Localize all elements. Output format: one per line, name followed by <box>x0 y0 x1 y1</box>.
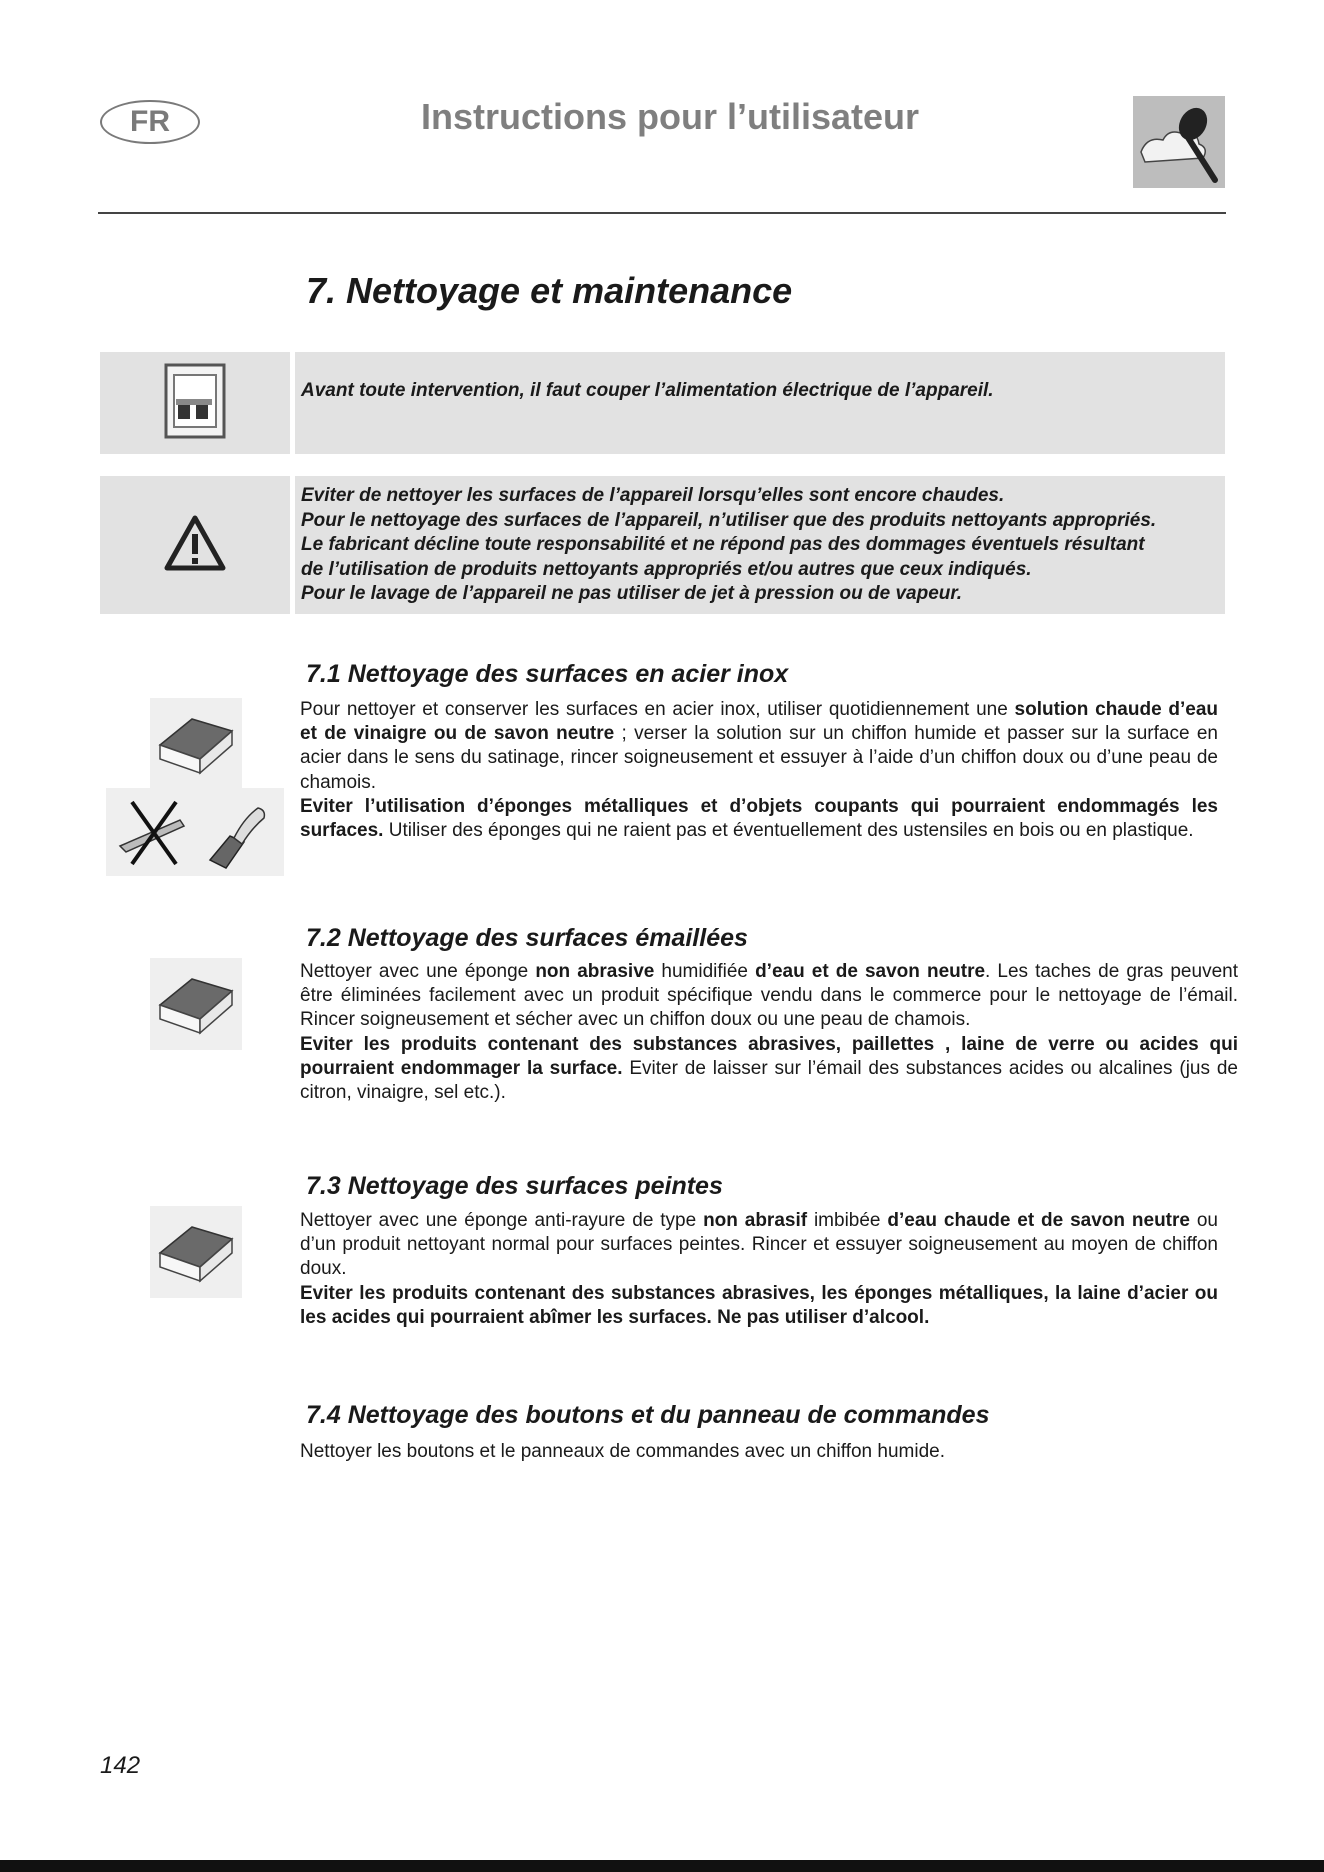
warning-notice-icon-cell <box>100 476 290 614</box>
chef-spoon-logo-icon <box>1133 96 1225 188</box>
section-title: 7. Nettoyage et maintenance <box>306 270 793 311</box>
subsection-title-74: 7.4 Nettoyage des boutons et du panneau de commandes <box>306 1401 990 1429</box>
warning-triangle-icon <box>163 514 227 577</box>
no-sharp-tools-icon <box>106 788 284 876</box>
warning-line: Pour le lavage de l’appareil ne pas utiliser de jet à pression ou de vapeur. <box>301 583 963 604</box>
text-run: ou d’un produit nettoyant normal pour surfaces peintes. Rincer et essuyer soigneusement au moyen de chiffon doux. <box>300 1210 1218 1280</box>
warning-line: de l’utilisation de produits nettoyants appropriés et/ou autres que ceux indiqués. <box>301 558 1032 580</box>
bold-run: Eviter les produits contenant des substances abrasives, les éponges métalliques, la laine d’acier ou les acides qui pourraient abîmer les surfaces. Ne pas utiliser d’alcool. <box>300 1282 1218 1328</box>
bold-run: non abrasif <box>703 1210 808 1231</box>
bold-run: Eviter l’utilisation d’éponges métalliques et d’objets coupants qui pourraient endommagés les surfaces. <box>300 795 1218 842</box>
text-run: humidifiée <box>654 961 756 982</box>
sponge-icon-73 <box>150 1206 242 1298</box>
warning-line: Pour le nettoyage des surfaces de l’appareil, n’utiliser que des produits nettoyants appropriés. <box>301 509 1157 531</box>
subsection-body-73 <box>300 1209 1218 1330</box>
text-run: Pour nettoyer et conserver les surfaces en acier inox, utiliser quotidiennement une <box>300 699 1015 720</box>
sponge-icon <box>156 1217 236 1287</box>
sponge-icon <box>156 709 236 779</box>
subsection-title-72: 7.2 Nettoyage des surfaces émaillées <box>306 924 748 952</box>
page-number: 142 <box>100 1752 141 1779</box>
sponge-icon <box>156 969 236 1039</box>
page-header-title: Instructions pour l’utilisateur <box>420 96 920 137</box>
text-run: ; verser la solution sur un chiffon humide et passer sur la surface en acier dans le sens du satinage, rincer soigneusement et essuyer à l’aide d’un chiffon doux ou d’une peau de chamois. <box>300 723 1218 793</box>
power-notice-icon-cell <box>100 352 290 454</box>
power-notice-text: Avant toute intervention, il faut couper l’alimentation électrique de l’appareil. <box>301 380 994 401</box>
warning-line: Le fabricant décline toute responsabilité et ne répond pas des dommages éventuels résultant <box>301 534 1145 555</box>
subsection-title-71: 7.1 Nettoyage des surfaces en acier inox <box>306 660 789 688</box>
warning-notice-panel <box>295 476 1225 614</box>
sponge-icon-72 <box>150 958 242 1050</box>
subsection-body-71 <box>300 698 1218 843</box>
subsection-body-72 <box>300 960 1238 1105</box>
text-run: Utiliser des éponges qui ne raient pas et éventuellement des ustensiles en bois ou en plastique. <box>383 820 1194 842</box>
sponge-icon-71 <box>150 698 242 790</box>
text-run: Nettoyer avec une éponge anti-rayure de type <box>300 1210 704 1231</box>
text-run: imbibée <box>807 1210 888 1231</box>
bottom-edge-bar <box>0 1860 1324 1872</box>
bold-run: d’eau et de savon neutre <box>755 961 986 982</box>
warning-notice-text <box>301 484 1231 607</box>
bold-run: non abrasive <box>535 961 655 982</box>
bold-run: solution chaude d’eau et de vinaigre ou de savon neutre <box>300 699 1219 745</box>
bold-run: d’eau chaude et de savon neutre <box>887 1210 1190 1231</box>
bold-run: Eviter les produits contenant des substances abrasives, paillettes , laine de verre ou acides qui pourraient endommager la surface. <box>300 1033 1238 1079</box>
language-badge: FR <box>100 100 200 144</box>
header-divider <box>98 212 1226 214</box>
text-run: Eviter de laisser sur l’émail des substances acides ou alcalines (jus de citron, vinaigre, sel etc.). <box>300 1057 1238 1104</box>
text-run: . Les taches de gras peuvent être éliminées facilement avec un produit spécifique vendu dans le commerce pour le nettoyage de l’émail. Rincer soigneusement et sécher avec un chiffon doux ou une peau de chamois. <box>300 961 1238 1031</box>
subsection-body-74: Nettoyer les boutons et le panneaux de commandes avec un chiffon humide. <box>300 1441 945 1462</box>
power-notice-panel <box>295 352 1225 454</box>
warning-line: Eviter de nettoyer les surfaces de l’appareil lorsqu’elles sont encore chaudes. <box>301 485 1005 506</box>
power-socket-icon <box>160 361 230 446</box>
text-run: Nettoyer avec une éponge <box>300 961 536 982</box>
subsection-title-73: 7.3 Nettoyage des surfaces peintes <box>306 1172 723 1200</box>
